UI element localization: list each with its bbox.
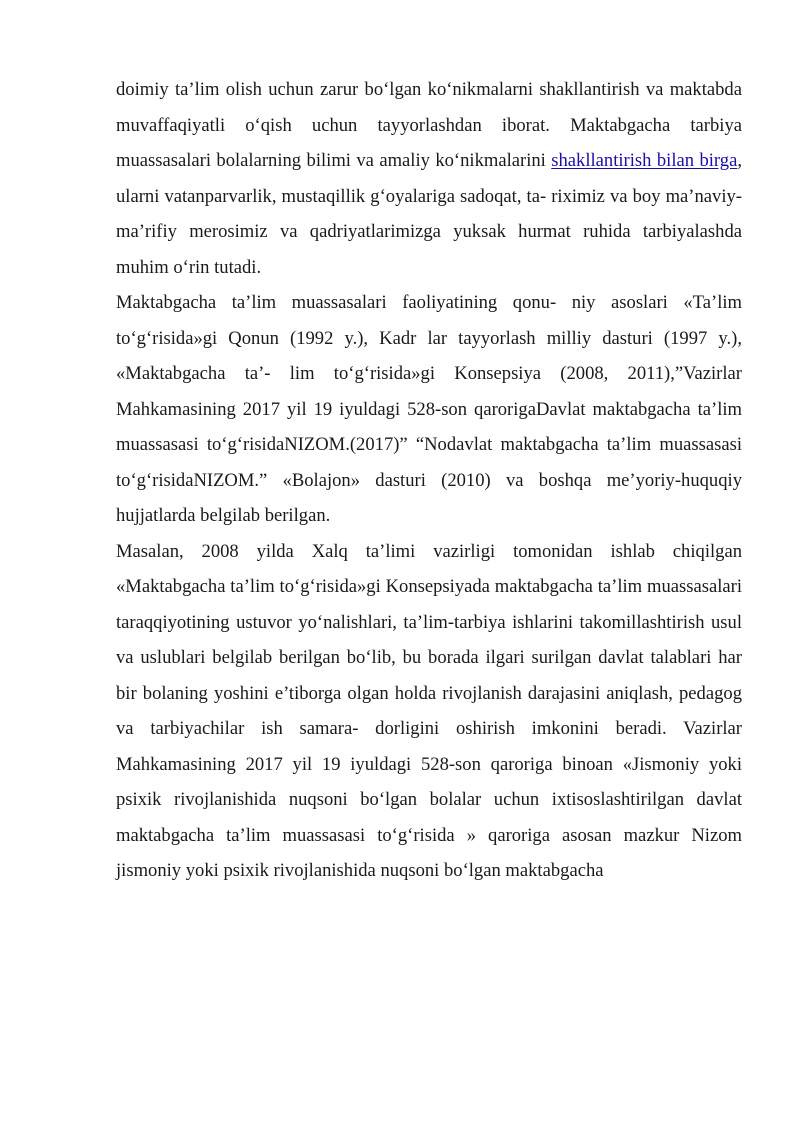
paragraph-1 [116, 72, 742, 285]
paragraph-3: Masalan, 2008 yilda Xalq ta’limi vazirligi tomonidan ishlab chiqilgan «Maktabgacha ta’lim to‘g‘risida»gi Konsepsiyada maktabgacha ta’lim muassasalari taraqqiyotining ustuvor yo‘nalishlari, ta’lim-tarbiya ishlarini takomillashtirish usul va uslublari belgilab berilgan bo‘lib, bu borada ilgari surilgan davlat talablari har bir bolaning yoshini e’tiborga olgan holda rivojlanish darajasini aniqlash, pedagog va tarbiyachilar ish samara- dorligini oshirish imkonini beradi. Vazirlar Mahkamasining 2017 yil 19 iyuldagi 528-son qaroriga binoan «Jismoniy yoki psixik rivojlanishida nuqsoni bo‘lgan bolalar uchun ixtisoslashtirilgan davlat maktabgacha ta’lim muassasasi to‘g‘risida » qaroriga asosan mazkur Nizom jismoniy yoki psixik rivojlanishida nuqsoni bo‘lgan maktabgacha [116, 540, 742, 881]
paragraph-1-text-after-link: , ularni vatanparvarlik, mustaqillik g‘oyalariga sadoqat, ta- riximiz va boy ma’naviy-ma’rifiy merosimiz va qadriyatlarimizga yuksak hurmat ruhida tarbiyalashda muhim o‘rin tutadi. [116, 150, 742, 278]
hyperlink-shakllantirish[interactable]: shakllantirish bilan birga [551, 150, 738, 171]
paragraph-1-text-before-link: doimiy ta’lim olish uchun zarur bo‘lgan ko‘nikmalarni shakllantirish va maktabda muvaffaqiyatli o‘qish uchun tayyorlashdan iborat. Maktabgacha tarbiya muassasalari bolalarning bilimi va amaliy ko‘nikmalarini [116, 79, 742, 171]
document-page [116, 72, 742, 889]
paragraph-2: Maktabgacha ta’lim muassasalari faoliyatining qonu- niy asoslari «Ta’lim to‘g‘risida»gi Qonun (1992 y.), Kadr lar tayyorlash milliy dasturi (1997 y.), «Maktabgacha ta’- lim to‘g‘risida»gi Konsepsiya (2008, 2011),”Vazirlar Mahkamasining 2017 yil 19 iyuldagi 528-son qarorigaDavlat maktabgacha ta’lim muassasasi to‘g‘risidaNIZOM.(2017)” “Nodavlat maktabgacha ta’lim muassasasi to‘g‘risidaNIZOM.” «Bolajon» dasturi (2010) va boshqa me’yoriy-huquqiy hujjatlarda belgilab berilgan. [116, 292, 742, 526]
